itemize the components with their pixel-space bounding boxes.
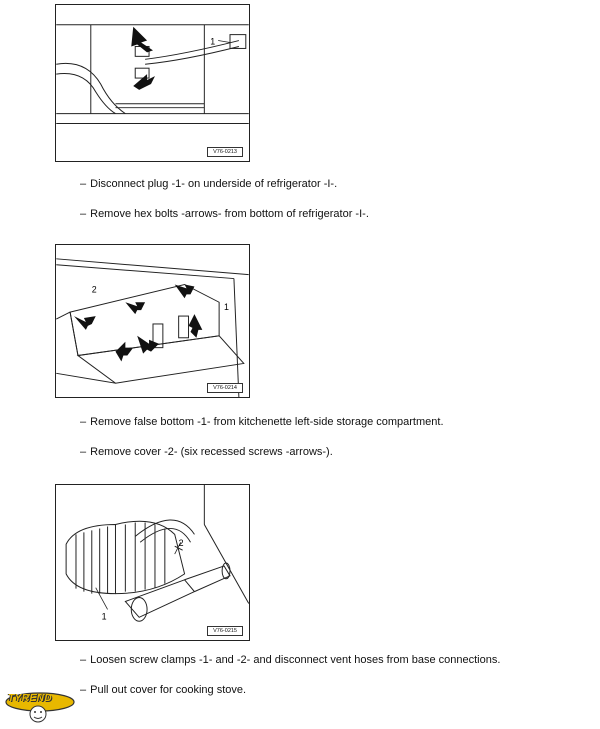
step-text: Remove hex bolts -arrows- from bottom of refrigerator -I-. — [90, 208, 369, 220]
step-text: Disconnect plug -1- on underside of refrigerator -I-. — [90, 178, 338, 190]
step-dash: – — [80, 684, 87, 696]
arrow-marker — [74, 316, 96, 330]
figure-storage-compartment — [55, 244, 250, 398]
callout-label: 2 — [91, 284, 97, 295]
step-item — [80, 208, 369, 220]
storage-compartment-illustration — [56, 245, 249, 397]
step-item — [80, 654, 500, 666]
step-dash: – — [80, 416, 87, 428]
step-item — [80, 446, 333, 458]
callout-label: 1 — [210, 36, 216, 47]
figure-refrigerator-underside — [55, 4, 250, 162]
arrow-marker — [115, 342, 133, 362]
vent-hoses-illustration — [56, 485, 249, 640]
step-item — [80, 178, 337, 190]
step-text: Remove cover -2- (six recessed screws -arrows-). — [90, 446, 333, 458]
arrow-marker — [125, 302, 145, 314]
callout-label: 1 — [224, 302, 229, 313]
step-dash: – — [80, 654, 87, 666]
figure-code: V76-0215 — [207, 626, 243, 636]
step-dash: – — [80, 446, 87, 458]
step-text: Loosen screw clamps -1- and -2- and disconnect vent hoses from base connections. — [90, 654, 501, 666]
callout-label: 1 — [101, 611, 107, 622]
arrow-marker — [189, 314, 203, 338]
arrow-marker — [137, 336, 159, 354]
arrow-marker — [131, 27, 153, 53]
arrow-marker — [133, 74, 155, 90]
step-item — [80, 416, 444, 428]
step-text: Remove false bottom -1- from kitchenette left-side storage compartment. — [90, 416, 444, 428]
step-item — [80, 684, 246, 696]
step-dash: – — [80, 208, 87, 220]
figure-vent-hoses — [55, 484, 250, 641]
step-dash: – — [80, 178, 87, 190]
logo-text: TYREND — [8, 693, 53, 704]
callout-label: 2 — [178, 538, 184, 549]
brand-logo — [2, 690, 80, 724]
step-text: Pull out cover for cooking stove. — [90, 684, 247, 696]
figure-code: V76-0213 — [207, 147, 243, 157]
figure-code: V76-0214 — [207, 383, 243, 393]
arrow-marker — [175, 284, 195, 298]
refrigerator-underside-illustration — [56, 5, 249, 161]
